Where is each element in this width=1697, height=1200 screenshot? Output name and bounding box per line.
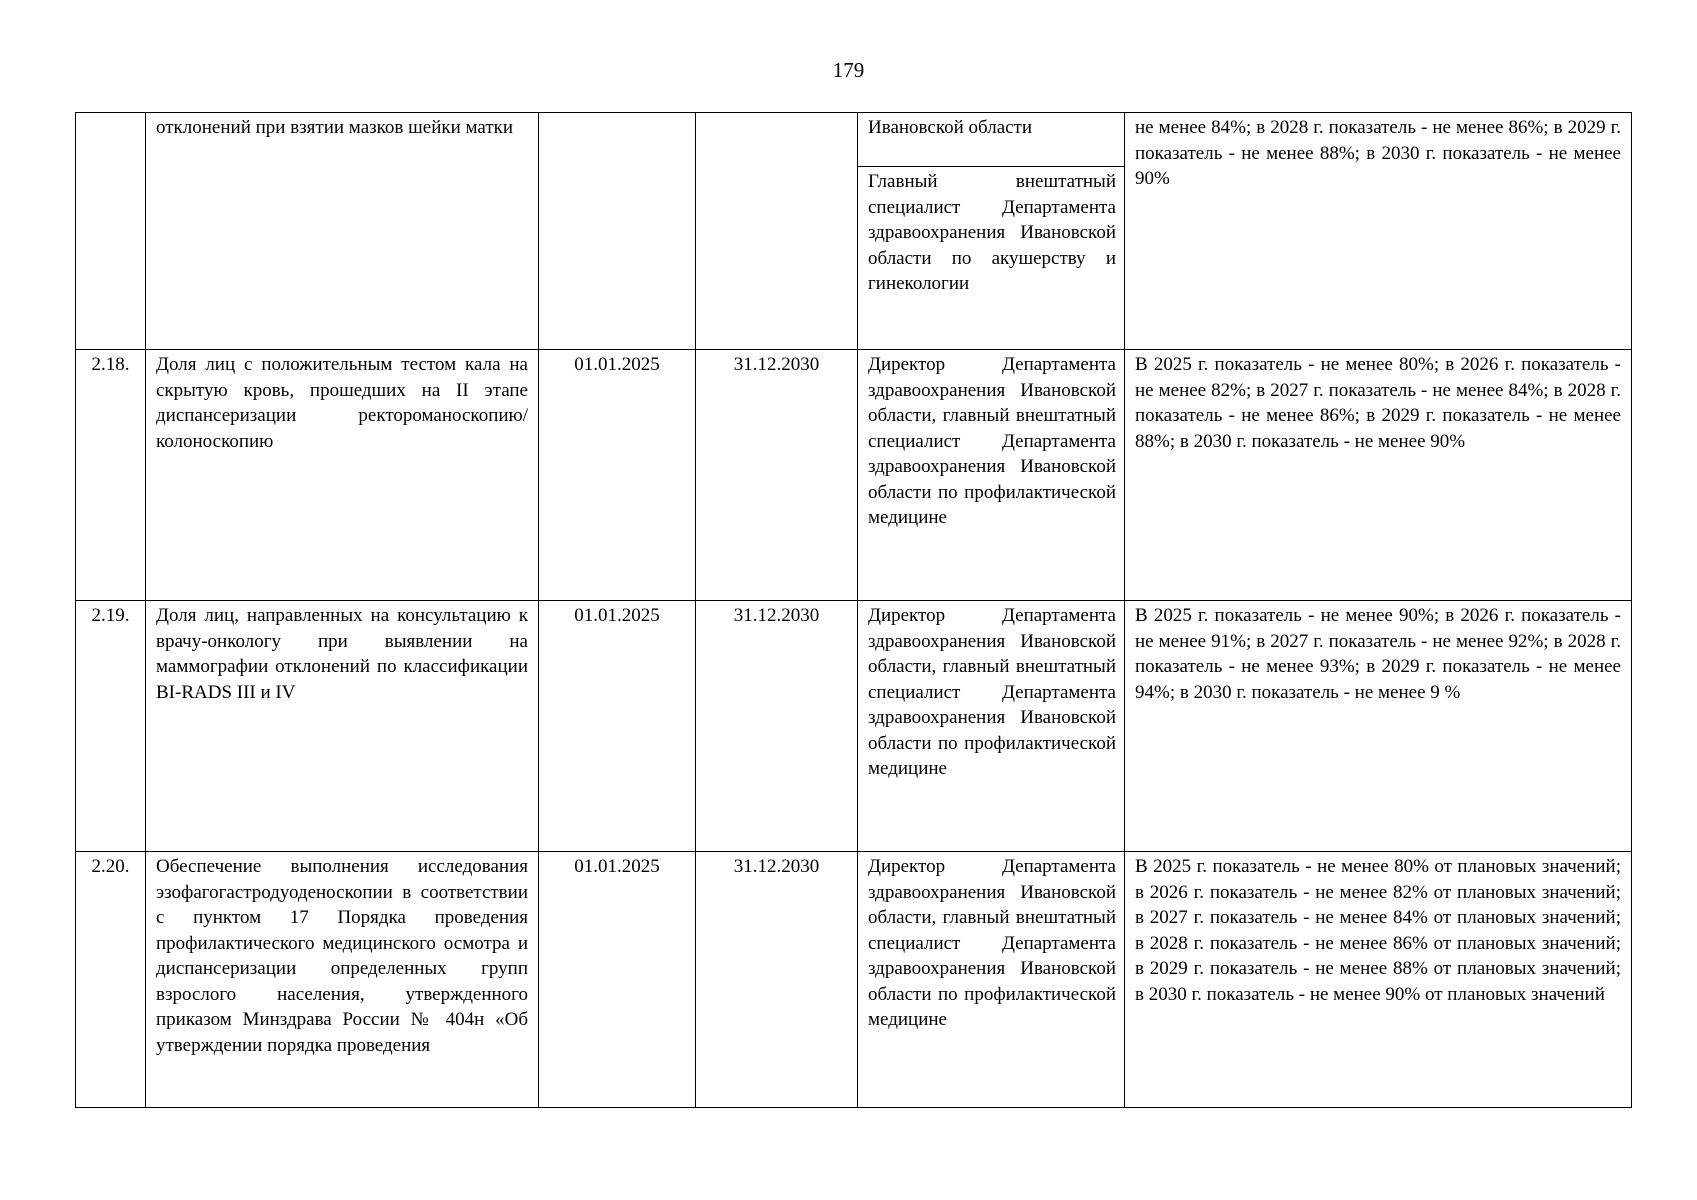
measures-table [75, 112, 1632, 1108]
row-number: 2.20. [76, 852, 146, 1108]
table-row [76, 350, 1632, 601]
start-date: 01.01.2025 [539, 601, 696, 852]
start-date: 01.01.2025 [539, 350, 696, 601]
measure-name: отклонений при взятии мазков шейки матки [146, 113, 539, 350]
indicator-value: В 2025 г. показатель - не менее 80% от плановых значений; в 2026 г. показатель - не менее 82% от плановых значений; в 2027 г. показатель - не менее 84% от плановых значений; в 2028 г. показатель - не менее 86% от плановых значений; в 2029 г. показатель - не менее 88% от плановых значений; в 2030 г. показатель - не менее 90% от плановых значений [1125, 852, 1632, 1108]
table-row [76, 852, 1632, 1108]
end-date: 31.12.2030 [696, 601, 858, 852]
row-number: 2.19. [76, 601, 146, 852]
indicator-value: не менее 84%; в 2028 г. показатель - не менее 86%; в 2029 г. показатель - не менее 88%; в 2030 г. показатель - не менее 90% [1125, 113, 1632, 350]
table-row [76, 113, 1632, 167]
row-number [76, 113, 146, 350]
measure-name: Доля лиц, направленных на консультацию к врачу-онкологу при выявлении на маммографии отклонений по классификации BI-RADS III и IV [146, 601, 539, 852]
indicator-value: В 2025 г. показатель - не менее 80%; в 2026 г. показатель - не менее 82%; в 2027 г. показатель - не менее 84%; в 2028 г. показатель - не менее 86%; в 2029 г. показатель - не менее 88%; в 2030 г. показатель - не менее 90% [1125, 350, 1632, 601]
responsible-person: Ивановской области [858, 113, 1125, 167]
responsible-person: Директор Департамента здравоохранения Ивановской области, главный внештатный специалист Департамента здравоохранения Ивановской области по профилактической медицине [858, 350, 1125, 601]
start-date: 01.01.2025 [539, 852, 696, 1108]
row-number: 2.18. [76, 350, 146, 601]
measure-name: Доля лиц с положительным тестом кала на скрытую кровь, прошедших на II этапе диспансеризации ректороманоскопию/колоноскопию [146, 350, 539, 601]
end-date: 31.12.2030 [696, 350, 858, 601]
table-row [76, 601, 1632, 852]
responsible-person: Директор Департамента здравоохранения Ивановской области, главный внештатный специалист Департамента здравоохранения Ивановской области по профилактической медицине [858, 852, 1125, 1108]
start-date [539, 113, 696, 350]
page-number: 179 [832, 58, 865, 82]
end-date: 31.12.2030 [696, 852, 858, 1108]
responsible-person: Главный внештатный специалист Департамента здравоохранения Ивановской области по акушерству и гинекологии [858, 167, 1125, 350]
responsible-person: Директор Департамента здравоохранения Ивановской области, главный внештатный специалист Департамента здравоохранения Ивановской области по профилактической медицине [858, 601, 1125, 852]
measure-name: Обеспечение выполнения исследования эзофагогастродуоденоскопии в соответствии с пунктом 17 Порядка проведения профилактического медицинского осмотра и диспансеризации определенных групп взрослого населения, утвержденного приказом Минздрава России № 404н «Об утверждении порядка проведения [146, 852, 539, 1108]
end-date [696, 113, 858, 350]
indicator-value: В 2025 г. показатель - не менее 90%; в 2026 г. показатель - не менее 91%; в 2027 г. показатель - не менее 92%; в 2028 г. показатель - не менее 93%; в 2029 г. показатель - не менее 94%; в 2030 г. показатель - не менее 9 % [1125, 601, 1632, 852]
